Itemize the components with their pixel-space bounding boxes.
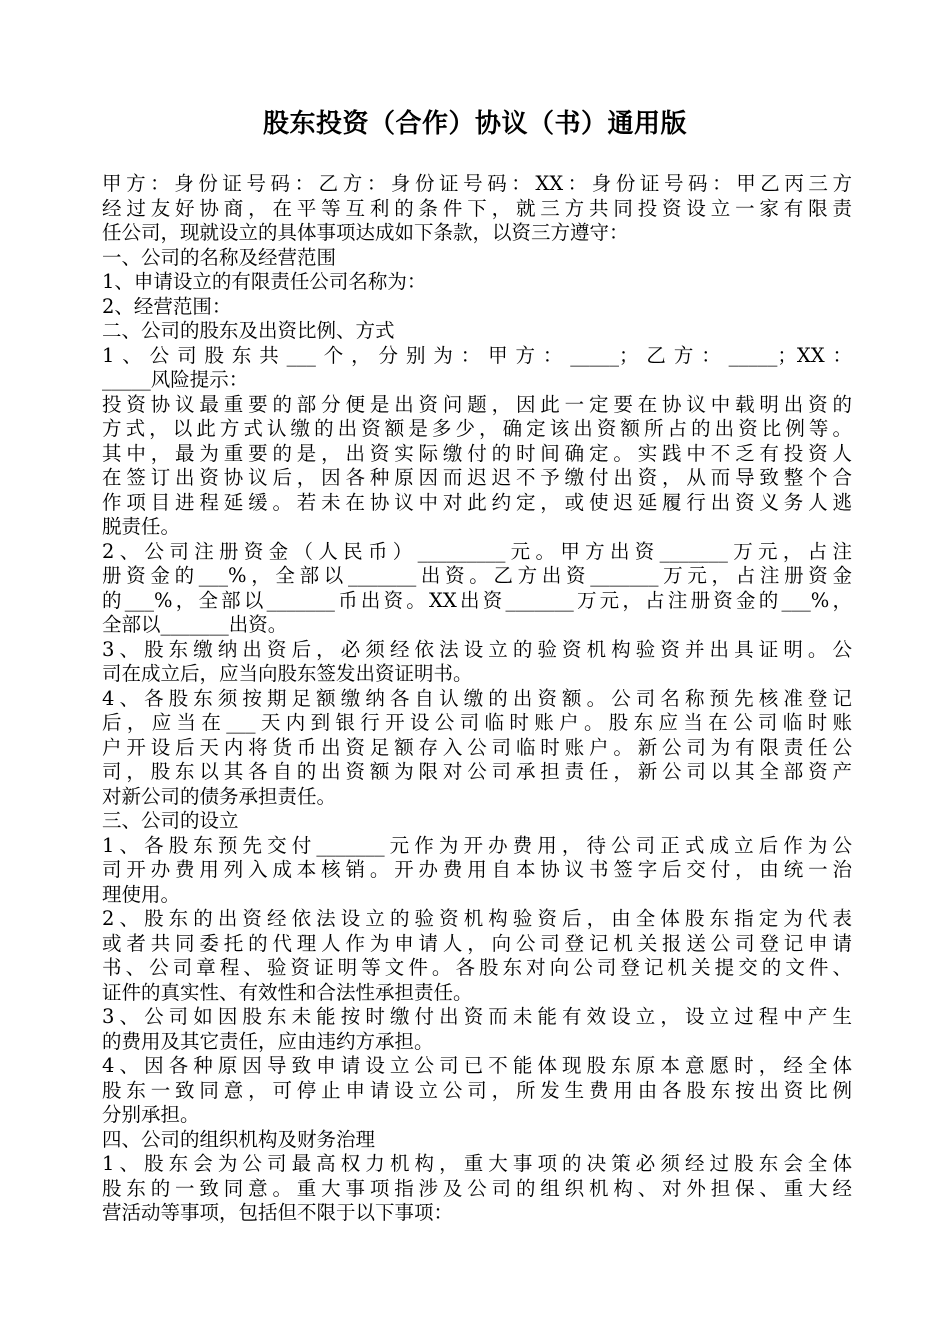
text-line: 作项目进程延缓。若未在协议中对此约定，或使迟延履行出资义务人逃 xyxy=(102,490,852,514)
text-line: 4、因各种原因导致申请设立公司已不能体现股东原本意愿时，经全体 xyxy=(102,1054,852,1077)
text-line: 1、股东会为公司最高权力机构，重大事项的决策必须经过股东会全体 xyxy=(102,1152,852,1175)
text-line: 的___%，全部以_______币出资。XX出资_______万元，占注册资金的___%， xyxy=(102,588,852,612)
text-line: 分别承担。 xyxy=(102,1103,200,1126)
text-line: 3、股东缴纳出资后，必须经依法设立的验资机构验资并出具证明。公 xyxy=(102,637,852,661)
text-line: 在签订出资协议后，因各种原因而迟迟不予缴付出资，从而导致整个合 xyxy=(102,466,852,489)
document-title: 股东投资（合作）协议（书）通用版 xyxy=(262,109,687,139)
text-line: 股东一致同意，可停止申请设立公司，所发生费用由各股东按出资比例 xyxy=(102,1078,852,1102)
text-line: 的费用及其它责任，应由违约方承担。 xyxy=(102,1029,434,1053)
text-line: 1、各股东预先交付_______元作为开办费用，待公司正式成立后作为公 xyxy=(102,833,852,857)
text-line: 司，股东以其各自的出资额为限对公司承担责任，新公司以其全部资产 xyxy=(102,760,852,783)
text-line: 2、股东的出资经依法设立的验资机构验资后，由全体股东指定为代表 xyxy=(102,907,852,930)
text-line: 理使用。 xyxy=(102,882,181,906)
text-line: 方式，以此方式认缴的出资额是多少，确定该出资额所占的出资比例等。 xyxy=(102,417,852,440)
text-line: 任公司，现就设立的具体事项达成如下条款，以资三方遵守： xyxy=(102,221,629,244)
text-line: 二、公司的股东及出资比例、方式 xyxy=(102,319,395,342)
text-line: 营活动等事项，包括但不限于以下事项： xyxy=(102,1201,454,1224)
text-line: 或者共同委托的代理人作为申请人，向公司登记机关报送公司登记申请 xyxy=(102,931,852,955)
text-line: 司开办费用列入成本核销。开办费用自本协议书签字后交付，由统一治 xyxy=(102,858,852,881)
text-line: 书、公司章程、验资证明等文件。各股东对向公司登记机关提交的文件、 xyxy=(102,956,852,979)
text-line: 2、经营范围： xyxy=(102,294,232,318)
text-line: 甲方：身份证号码：乙方：身份证号码：XX：身份证号码：甲乙丙三方 xyxy=(102,172,852,195)
text-line: 一、公司的名称及经营范围 xyxy=(102,245,337,269)
text-line: 证件的真实性、有效性和合法性承担责任。 xyxy=(102,980,473,1004)
text-line: 后，应当在___天内到银行开设公司临时账户。股东应当在公司临时账 xyxy=(102,711,852,734)
text-line: 投资协议最重要的部分便是出资问题，因此一定要在协议中载明出资的 xyxy=(102,392,852,416)
text-line: 2、公司注册资金（人民币）_________元。甲方出资_______万元，占注 xyxy=(102,539,852,563)
text-line: 册资金的___%，全部以_______出资。乙方出资_______万元，占注册资金 xyxy=(102,564,852,587)
text-line: 对新公司的债务承担责任。 xyxy=(102,784,337,808)
document-body xyxy=(102,172,852,1226)
text-line: 脱责任。 xyxy=(102,515,181,538)
text-line: _____风险提示： xyxy=(102,368,249,391)
text-line: 1、申请设立的有限责任公司名称为： xyxy=(102,270,427,293)
text-line: 户开设后天内将货币出资足额存入公司临时账户。新公司为有限责任公 xyxy=(102,735,852,759)
text-line: 经过友好协商，在平等互利的条件下，就三方共同投资设立一家有限责 xyxy=(102,196,852,220)
text-line: 司在成立后，应当向股东签发出资证明书。 xyxy=(102,662,473,685)
text-line: 四、公司的组织机构及财务治理 xyxy=(102,1127,376,1151)
text-line: 三、公司的设立 xyxy=(102,809,239,832)
text-line: 其中，最为重要的是，出资实际缴付的时间确定。实践中不乏有投资人 xyxy=(102,441,852,465)
text-line: 4、各股东须按期足额缴纳各自认缴的出资额。公司名称预先核准登记 xyxy=(102,686,852,710)
text-line: 股东的一致同意。重大事项指涉及公司的组织机构、对外担保、重大经 xyxy=(102,1176,852,1200)
text-line: 全部以_______出资。 xyxy=(102,613,288,636)
text-line: 3、公司如因股东未能按时缴付出资而未能有效设立，设立过程中产生 xyxy=(102,1005,852,1028)
text-line: 1、公司股东共___个，分别为：甲方：_____；乙方：_____；XX： xyxy=(102,343,852,367)
